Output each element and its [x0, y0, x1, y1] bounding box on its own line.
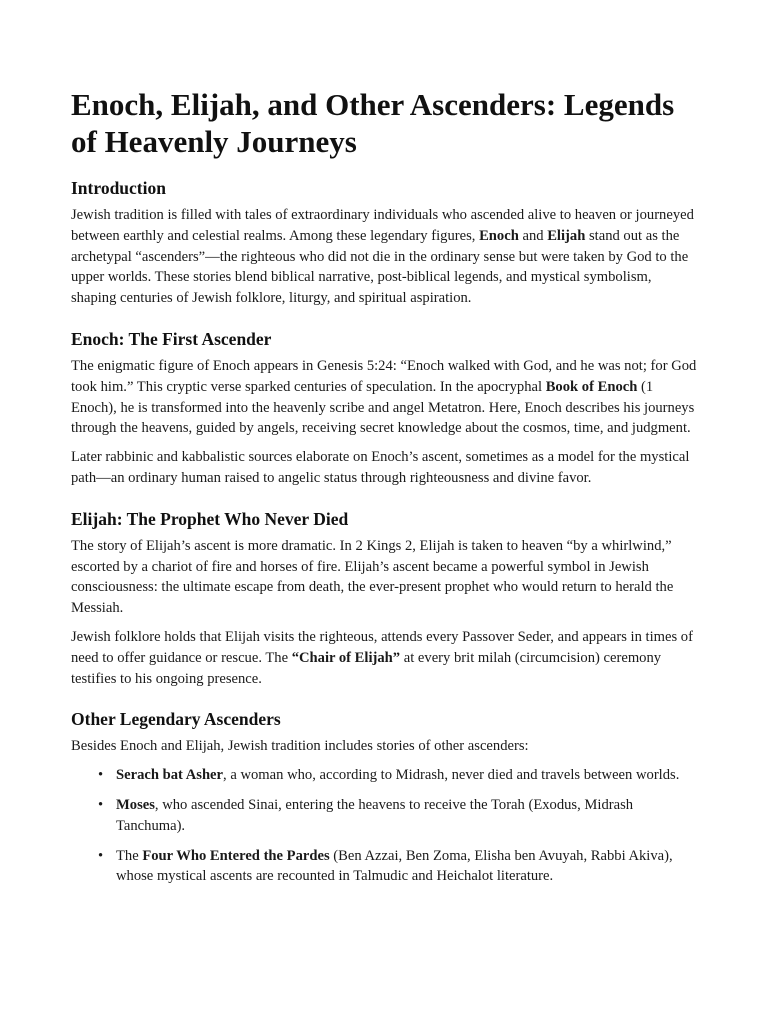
list-item	[98, 846, 697, 888]
bold-term: Four Who Entered the Pardes	[142, 847, 330, 864]
paragraph: The enigmatic figure of Enoch appears in Genesis 5:24: “Enoch walked with God, and he was not; for God took him.” This cryptic verse sparked centuries of speculation. In the apocryphal Book of Enoch (1 Enoch), he is transformed into the heavenly scribe and angel Metatron. Here, Enoch describes his journeys through the heavens, guided by angels, receiving secret knowledge about the cosmos, time, and judgment.	[71, 357, 697, 437]
section-heading: Elijah: The Prophet Who Never Died	[71, 508, 349, 529]
bold-term: Elijah	[547, 227, 586, 244]
section-heading: Other Legendary Ascenders	[71, 709, 281, 730]
section-heading: Introduction	[71, 178, 166, 198]
paragraph: Later rabbinic and kabbalistic sources elaborate on Enoch’s ascent, sometimes as a model for the mystical path—an ordinary human raised to angelic status through righteousness and divine favor.	[71, 449, 690, 486]
page-title: Enoch, Elijah, and Other Ascenders: Legends of Heavenly Journeys	[71, 87, 675, 159]
bold-term: Serach bat Asher	[116, 767, 224, 784]
bullet-icon: •	[98, 767, 104, 784]
section-heading: Enoch: The First Ascender	[71, 328, 272, 349]
paragraph: Jewish tradition is filled with tales of extraordinary individuals who ascended alive to heaven or journeyed between earthly and celestial realms. Among these legendary figures, Enoch and Elijah stand out as the archetypal “ascenders”—the righteous who did not die in the ordinary sense but were taken by God to the upper worlds. These stories blend biblical narrative, post-biblical legends, and mystical symbolism, shaping centuries of Jewish folklore, liturgy, and spiritual aspiration.	[71, 207, 694, 307]
section-elijah	[71, 508, 697, 690]
section-introduction	[71, 177, 697, 309]
paragraph: The story of Elijah’s ascent is more dramatic. In 2 Kings 2, Elijah is taken to heaven “by a whirlwind,” escorted by a chariot of fire and horses of fire. Elijah’s ascent became a powerful symbol in Jewish consciousness: the ultimate escape from death, the ever-present prophet who would return to herald the Messiah.	[71, 537, 674, 617]
paragraph: Besides Enoch and Elijah, Jewish tradition includes stories of other ascenders:	[71, 738, 529, 755]
list-item-text: Moses, who ascended Sinai, entering the heavens to receive the Torah (Exodus, Midrash Tanchuma).	[116, 796, 634, 834]
bold-term: Book of Enoch	[545, 378, 638, 395]
bold-term: “Chair of Elijah”	[291, 649, 401, 666]
bold-term: Enoch	[479, 227, 519, 244]
list-item	[98, 795, 697, 837]
list-item	[98, 765, 697, 786]
list-item-text: Serach bat Asher, a woman who, according to Midrash, never died and travels between worlds.	[116, 767, 680, 784]
bullet-icon: •	[98, 847, 104, 864]
section-other-ascenders	[71, 708, 697, 887]
bold-term: Moses	[116, 796, 155, 813]
section-enoch	[71, 328, 697, 489]
list-item-text: The Four Who Entered the Pardes (Ben Azzai, Ben Zoma, Elisha ben Avuyah, Rabbi Akiva), whose mystical ascents are recounted in Talmudic and Heichalot literature.	[116, 847, 673, 885]
ascenders-list	[71, 765, 697, 887]
paragraph: Jewish folklore holds that Elijah visits the righteous, attends every Passover Seder, and appears in times of need to offer guidance or rescue. The “Chair of Elijah” at every brit milah (circumcision) ceremony testifies to his ongoing presence.	[71, 628, 693, 687]
bullet-icon: •	[98, 796, 104, 813]
